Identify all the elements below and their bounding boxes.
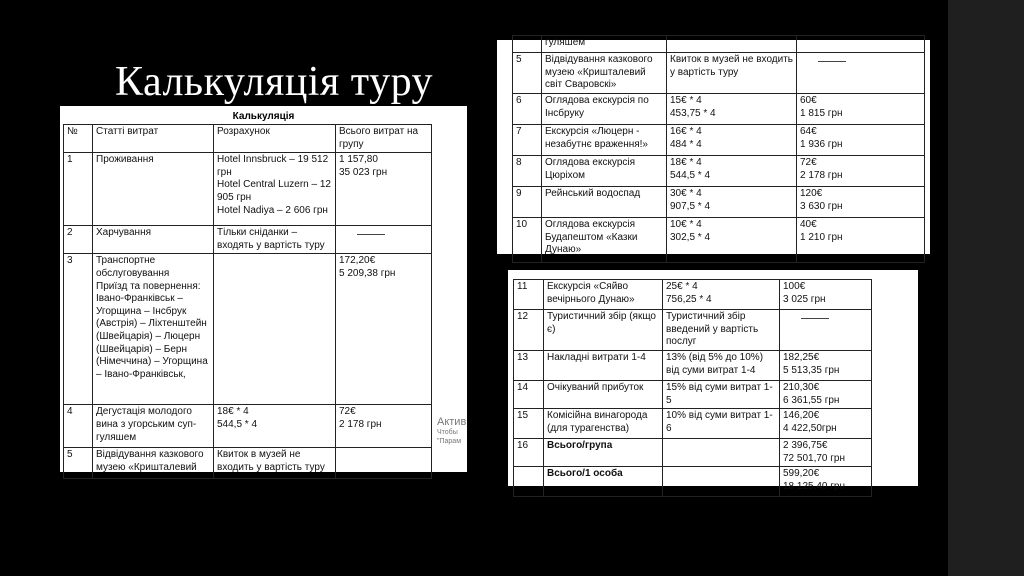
row-number-cell [514, 467, 544, 497]
calculation-table-part-2 [497, 37, 930, 256]
item-cell [542, 125, 667, 156]
row-number-cell [514, 310, 544, 351]
cell-text: 544,5 * 4 [217, 418, 258, 430]
row-number-cell [514, 439, 544, 467]
table-header-row [64, 125, 432, 153]
total-cell [797, 94, 925, 125]
table-row [514, 467, 872, 497]
empty-value-dash [801, 318, 829, 319]
row-number-cell [64, 405, 93, 448]
table-row [513, 187, 925, 218]
row-number-cell [514, 351, 544, 381]
total-cell [780, 381, 872, 409]
table-row [514, 439, 872, 467]
cell-text: 7 [516, 126, 522, 137]
cell-text: 302,5 * 4 [670, 231, 711, 243]
item-cell [542, 218, 667, 263]
cell-text: 4 422,50грн [783, 422, 837, 434]
total-cell [797, 36, 925, 53]
total-cell [336, 405, 432, 448]
calculation-cell [663, 467, 780, 497]
cell-text: Hotel Central Luzern – 12 905 грн [217, 179, 331, 203]
calculation-cell [667, 94, 797, 125]
row-number-cell [64, 153, 93, 226]
row-number-cell [64, 448, 93, 479]
cell-text: 35 023 грн [339, 166, 388, 178]
row-number-cell [64, 226, 93, 254]
cell-text: 18€ * 4 [670, 157, 702, 168]
cell-text: 4 [67, 406, 73, 418]
row-number-cell [513, 218, 542, 263]
empty-value-dash [357, 234, 385, 235]
cell-text: 15% від суми витрат 1-5 [666, 382, 773, 406]
item-cell [542, 53, 667, 94]
cell-text: 544,5 * 4 [670, 169, 711, 181]
item-cell [93, 254, 214, 405]
cell-text: 146,20€ [783, 410, 820, 422]
row-number-cell [513, 36, 542, 53]
cell-text: 1 936 грн [800, 138, 843, 150]
calculation-table [63, 124, 432, 479]
cell-text: Комісійна винагорода (для турагенства) [547, 410, 648, 434]
cell-text: 1 [67, 154, 73, 166]
calculation-table [513, 279, 872, 497]
cell-text: 18€ * 4 [217, 406, 249, 418]
cell-text: Екскурсія «Люцерн - незабутнє враження!» [545, 126, 648, 150]
cell-text: 10% від суми витрат 1-6 [666, 410, 773, 434]
calculation-table-part-1 [60, 106, 467, 472]
table-row [514, 280, 872, 310]
table-row [513, 94, 925, 125]
table-row [64, 153, 432, 226]
slide-title: Калькуляція туру [115, 59, 434, 106]
cell-text: 5 [67, 449, 73, 461]
item-cell [93, 153, 214, 226]
cell-text: 5 209,38 грн [339, 267, 396, 279]
cell-text: 907,5 * 4 [670, 200, 711, 212]
calculation-cell [667, 36, 797, 53]
calculation-cell [663, 381, 780, 409]
calculation-cell [667, 218, 797, 263]
cell-text: 15 [517, 410, 529, 422]
row-number-cell [514, 409, 544, 439]
cell-text: 72 501,70 грн [783, 452, 845, 464]
item-cell [544, 467, 663, 497]
total-cell [780, 280, 872, 310]
cell-text: 1 815 грн [800, 107, 843, 119]
cell-text: Тільки сніданки – входять у вартість туру [217, 227, 325, 251]
cell-text: 15€ * 4 [670, 95, 702, 106]
total-cell [797, 125, 925, 156]
activation-watermark [437, 416, 466, 446]
cell-text: 100€ [783, 281, 806, 292]
table-row [513, 218, 925, 263]
cell-text: 3 025 грн [783, 293, 826, 305]
calculation-cell [667, 125, 797, 156]
row-number-cell [513, 53, 542, 94]
calculation-table [512, 35, 925, 263]
table-row [513, 53, 925, 94]
calculation-table-part-3 [508, 270, 918, 492]
watermark-line: Чтобы [437, 429, 458, 436]
row-number-cell [513, 156, 542, 187]
cell-text: 10€ * 4 [670, 219, 702, 230]
total-cell [336, 226, 432, 254]
calculation-cell [214, 254, 336, 405]
cell-text: 6 [516, 95, 522, 106]
cell-text: Всього/група [547, 440, 613, 452]
cell-text: 1 157,80 [339, 154, 378, 166]
cell-text: 5 [516, 54, 522, 65]
header-cell: Розрахунок [214, 125, 336, 153]
calculation-cell [663, 351, 780, 381]
cell-text: 2 [67, 227, 73, 239]
cell-text: гуляшем [545, 37, 586, 48]
total-cell [780, 310, 872, 351]
item-cell [93, 405, 214, 448]
cell-text: 72€ [800, 157, 817, 168]
header-cell: Статті витрат [93, 125, 214, 153]
watermark-line: Актив [437, 416, 467, 428]
total-cell [336, 448, 432, 479]
calculation-cell [214, 405, 336, 448]
item-cell [542, 36, 667, 53]
cell-text: 14 [517, 382, 529, 393]
calculation-cell [663, 280, 780, 310]
right-edge-strip [948, 0, 1024, 576]
total-cell [797, 187, 925, 218]
header-cell: № [64, 125, 93, 153]
calculation-cell [663, 409, 780, 439]
cell-text: 2 178 грн [800, 169, 843, 181]
watermark-line: "Парам [437, 438, 462, 445]
cell-text: 2 396,75€ [783, 440, 828, 452]
cell-text: 8 [516, 157, 522, 168]
cell-text: 1 210 грн [800, 231, 843, 243]
cell-text: 60€ [800, 95, 817, 106]
cell-text: 12 [517, 311, 529, 322]
cell-text: Харчування [96, 227, 152, 239]
cell-text: 9 [516, 188, 522, 199]
calculation-cell [214, 153, 336, 226]
row-number-cell [513, 125, 542, 156]
item-cell [544, 280, 663, 310]
cell-text: Hotel Innsbruck – 19 512 грн [217, 154, 329, 178]
cell-text: Рейнський водоспад [545, 188, 641, 199]
item-cell [93, 448, 214, 479]
calculation-cell [667, 187, 797, 218]
item-cell [542, 187, 667, 218]
cell-text: Очікуваний прибуток [547, 382, 644, 393]
cell-text: 10 [516, 219, 528, 230]
cell-text: 6 361,55 грн [783, 394, 840, 406]
empty-value-dash [818, 61, 846, 62]
cell-text: 182,25€ [783, 352, 820, 363]
cell-text: 484 * 4 [670, 138, 702, 150]
table-row [513, 125, 925, 156]
total-cell [780, 439, 872, 467]
cell-text: 16€ * 4 [670, 126, 702, 137]
cell-text: 30€ * 4 [670, 188, 702, 199]
calculation-cell [667, 53, 797, 94]
item-cell [542, 94, 667, 125]
table-caption: Калькуляція [232, 111, 295, 122]
table-row [64, 254, 432, 405]
cell-text: Відвідування казкового музею «Кришталевий [96, 449, 204, 473]
cell-text: 2 178 грн [339, 418, 382, 430]
cell-text: Приїзд та повернення: Івано-Франківськ – Угорщина – Інсбрук (Австрія) – Ліхтенштейн (Швейцарія) – Люцерн (Швейцарія) – Берн (Німеччина) – Угорщина – Івано-Франківськ, [96, 280, 208, 380]
total-cell [797, 156, 925, 187]
cell-text: Оглядова екскурсія по Інсбруку [545, 95, 649, 119]
item-cell [544, 439, 663, 467]
cell-text: Квиток в музей не входить у вартість туру [217, 449, 325, 473]
calculation-cell [663, 439, 780, 467]
calculation-cell [663, 310, 780, 351]
table-row [513, 156, 925, 187]
cell-text: 756,25 * 4 [666, 293, 712, 305]
total-cell [780, 467, 872, 497]
cell-text: 13% (від 5% до 10%) від суми витрат 1-4 [666, 352, 764, 376]
table-row [64, 405, 432, 448]
row-number-cell [514, 381, 544, 409]
item-cell [544, 381, 663, 409]
total-cell [336, 254, 432, 405]
row-number-cell [513, 94, 542, 125]
cell-text: 599,20€ [783, 468, 820, 480]
total-cell [336, 153, 432, 226]
total-cell [797, 218, 925, 263]
item-cell [544, 409, 663, 439]
cell-text: Проживання [96, 154, 154, 166]
cell-text: Всього/1 особа [547, 468, 623, 480]
calculation-cell [214, 448, 336, 479]
cell-text: 210,30€ [783, 382, 820, 393]
row-number-cell [514, 280, 544, 310]
cell-text: 64€ [800, 126, 817, 137]
cell-text: 18 125,40 грн [783, 480, 845, 492]
cell-text: Транспортне обслуговування [96, 255, 170, 279]
cell-text: Оглядова екскурсія Цюріхом [545, 157, 636, 181]
item-cell [93, 226, 214, 254]
calculation-cell [667, 156, 797, 187]
item-cell [544, 351, 663, 381]
row-number-cell [513, 187, 542, 218]
total-cell [797, 53, 925, 94]
cell-text: Туристичний збір введений у вартість послуг [666, 311, 759, 348]
item-cell [544, 310, 663, 351]
cell-text: Оглядова екскурсія Будапештом «Казки Дунаю» [545, 219, 638, 256]
header-cell: Всього витрат на групу [336, 125, 432, 153]
table-row [513, 36, 925, 53]
row-number-cell [64, 254, 93, 405]
table-row [514, 409, 872, 439]
cell-text: 72€ [339, 406, 356, 418]
cell-text: 3 [67, 255, 73, 267]
cell-text: Дегустація молодого вина з угорським суп-гуляшем [96, 406, 197, 443]
cell-text: Екскурсія «Сяйво вечірнього Дунаю» [547, 281, 635, 305]
item-cell [542, 156, 667, 187]
cell-text: 120€ [800, 188, 823, 199]
cell-text: 25€ * 4 [666, 281, 698, 292]
cell-text: Відвідування казкового музею «Кришталевий світ Сваровскі» [545, 54, 653, 91]
cell-text: Накладні витрати 1-4 [547, 352, 646, 363]
cell-text: 5 513,35 грн [783, 364, 840, 376]
cell-text: 40€ [800, 219, 817, 230]
table-row [514, 310, 872, 351]
cell-text: Квиток в музей не входить у вартість туру [670, 54, 793, 78]
cell-text: Hotel Nadiya – 2 606 грн [217, 204, 328, 216]
cell-text: Туристичний збір (якщо є) [547, 311, 656, 335]
table-row [64, 226, 432, 254]
cell-text: 11 [517, 281, 528, 292]
table-row [64, 448, 432, 479]
cell-text: 172,20€ [339, 255, 376, 267]
table-row [514, 381, 872, 409]
cell-text: 453,75 * 4 [670, 107, 716, 119]
total-cell [780, 351, 872, 381]
total-cell [780, 409, 872, 439]
cell-text: 16 [517, 440, 529, 452]
cell-text: 13 [517, 352, 529, 363]
cell-text: 3 630 грн [800, 200, 843, 212]
calculation-cell [214, 226, 336, 254]
table-row [514, 351, 872, 381]
